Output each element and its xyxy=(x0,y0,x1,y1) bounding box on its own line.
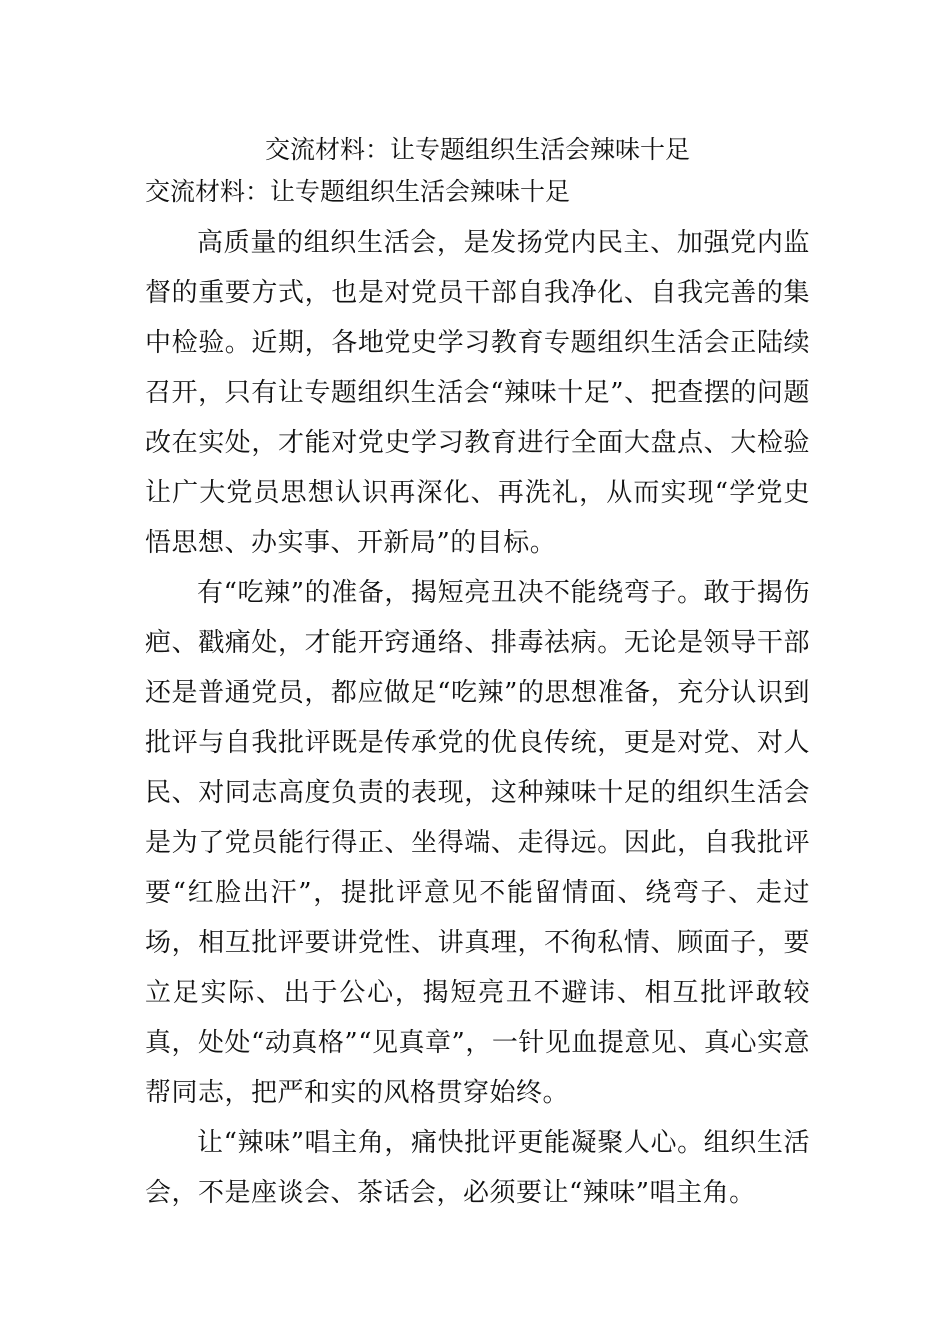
document-title: 交流材料：让专题组织生活会辣味十足 xyxy=(264,135,690,164)
document-subtitle: 交流材料：让专题组织生活会辣味十足 xyxy=(145,177,571,206)
paragraph-intro: 高质量的组织生活会，是发扬党内民主、加强党内监督的重要方式，也是对党员干部自我净化、自我完善的集中检验。近期，各地党史学习教育专题组织生活会正陆续召开，只有让专题组织生活会“辣味十足”、把查摆的问题改在实处，才能对党史学习教育进行全面大盘点、大检验让广大党员思想认识再深化、再洗礼，从而实现“学党史悟思想、办实事、开新局”的目标。 xyxy=(145,228,810,558)
paragraph-prepare: 有“吃辣”的准备，揭短亮丑决不能绕弯子。敢于揭伤疤、戳痛处，才能开窍通络、排毒祛病。无论是领导干部还是普通党员，都应做足“吃辣”的思想准备，充分认识到批评与自我批评既是传承党的优良传统，更是对党、对人民、对同志高度负责的表现，这种辣味十足的组织生活会是为了党员能行得正、坐得端、走得远。因此，自我批评要“红脸出汗”，提批评意见不能留情面、绕弯子、走过场，相互批评要讲党性、讲真理，不徇私情、顾面子，要立足实际、出于公心，揭短亮丑不避讳、相互批评敢较真，处处“动真格”“见真章”，一针见血提意见、真心实意帮同志，把严和实的风格贯穿始终。 xyxy=(145,578,810,1108)
paragraph-main-role: 让“辣味”唱主角，痛快批评更能凝聚人心。组织生活会，不是座谈会、茶话会，必须要让“辣味”唱主角。 xyxy=(145,1128,810,1208)
document-body xyxy=(145,130,810,1218)
